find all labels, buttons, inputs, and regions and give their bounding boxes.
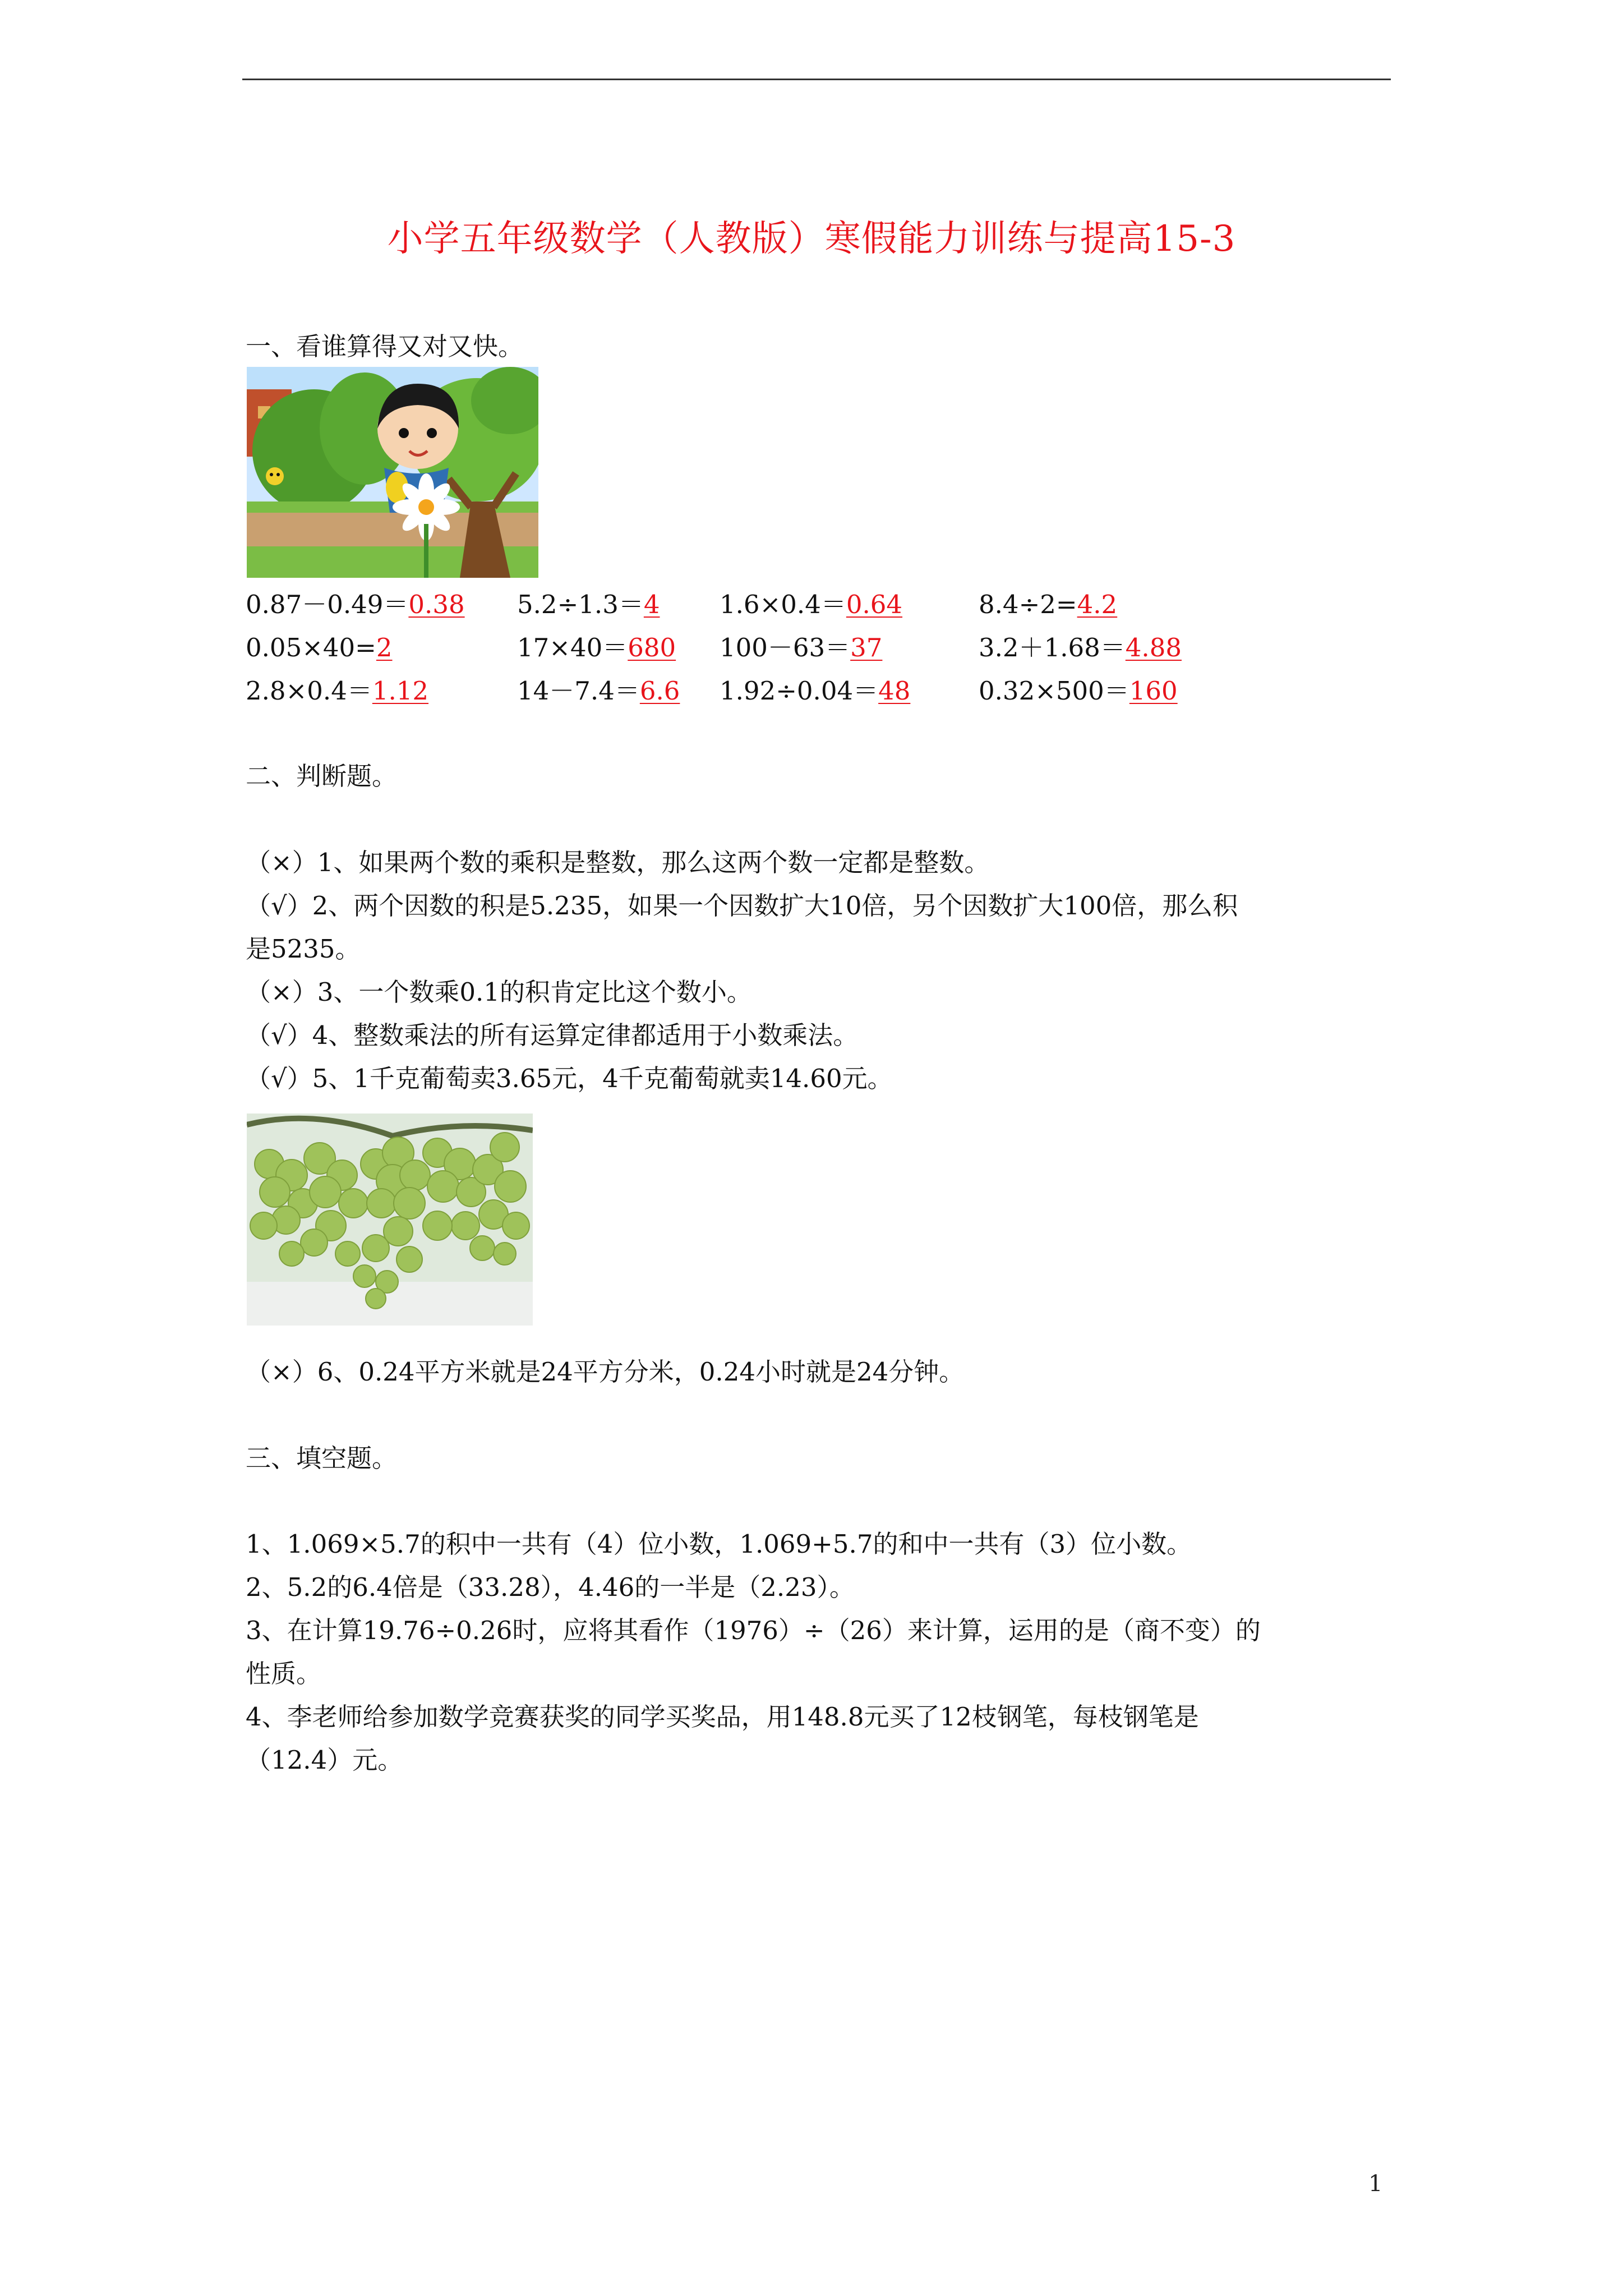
calc-item: 1.6×0.4＝0.64	[720, 590, 903, 619]
judgment-item: （×）1、如果两个数的乘积是整数，那么这两个数一定都是整数。	[246, 848, 990, 877]
calc-item: 3.2＋1.68＝4.88	[979, 633, 1182, 662]
fill-blank-item: 2、5.2的6.4倍是（33.28），4.46的一半是（2.23）。	[246, 1572, 855, 1602]
calc-item: 17×40＝680	[517, 633, 676, 662]
judgment-item: （√）4、整数乘法的所有运算定律都适用于小数乘法。	[246, 1020, 859, 1050]
calc-item: 5.2÷1.3＝4	[517, 590, 660, 619]
cartoon-boy-illustration	[247, 367, 538, 578]
calc-item: 8.4÷2=4.2	[979, 590, 1118, 619]
calc-item: 0.32×500＝160	[979, 676, 1178, 706]
judgment-item: （×）6、0.24平方米就是24平方分米，0.24小时就是24分钟。	[246, 1357, 965, 1387]
calc-item: 14－7.4＝6.6	[517, 676, 680, 706]
judgment-item: （×）3、一个数乘0.1的积肯定比这个数小。	[246, 977, 752, 1007]
section2-heading: 二、判断题。	[246, 761, 398, 791]
fill-blank-item-continued: （12.4）元。	[246, 1745, 403, 1775]
judgment-item: （√）2、两个因数的积是5.235，如果一个因数扩大10倍，另个因数扩大100倍，那么积	[246, 891, 1238, 921]
section3-heading: 三、填空题。	[246, 1443, 398, 1473]
judgment-item: （√）5、1千克葡萄卖3.65元，4千克葡萄就卖14.60元。	[246, 1064, 893, 1093]
header-rule	[242, 79, 1391, 80]
fill-blank-item: 1、1.069×5.7的积中一共有（4）位小数，1.069+5.7的和中一共有（3）位小数。	[246, 1529, 1192, 1559]
fill-blank-item: 3、在计算19.76÷0.26时，应将其看作（1976）÷（26）来计算，运用的是（商不变）的	[246, 1616, 1261, 1645]
page-number: 1	[1368, 2171, 1383, 2197]
judgment-item-continued: 是5235。	[246, 934, 361, 964]
fill-blank-item: 4、李老师给参加数学竞赛获奖的同学买奖品，用148.8元买了12枝钢笔，每枝钢笔是	[246, 1702, 1199, 1732]
calc-item: 0.05×40=2	[246, 633, 393, 662]
calc-item: 2.8×0.4＝1.12	[246, 676, 429, 706]
calc-item: 1.92÷0.04＝48	[720, 676, 911, 706]
calc-item: 100－63＝37	[720, 633, 883, 662]
page-title: 小学五年级数学（人教版）寒假能力训练与提高15-3	[387, 218, 1236, 260]
calc-item: 0.87－0.49＝0.38	[246, 590, 465, 619]
grapes-photo	[247, 1114, 533, 1326]
section1-heading: 一、看谁算得又对又快。	[246, 332, 524, 361]
fill-blank-item-continued: 性质。	[246, 1659, 322, 1688]
